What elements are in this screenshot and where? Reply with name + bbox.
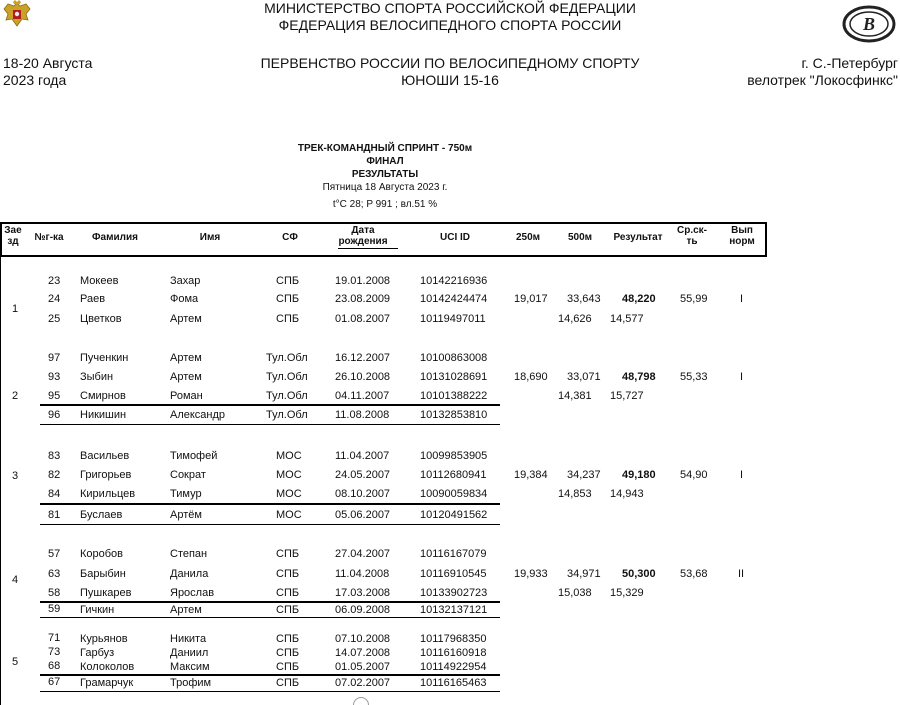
- rider-name: Сократ: [170, 469, 206, 481]
- rider-region: МОС: [276, 469, 302, 481]
- col-result: Результат: [613, 232, 663, 243]
- rider-region: Тул.Обл: [266, 371, 308, 383]
- col-speed: Ср.ск-ть: [676, 225, 707, 247]
- col-num: №г-ка: [34, 232, 64, 243]
- row-divider: [40, 503, 500, 505]
- rider-uci: 10119497011: [420, 313, 486, 325]
- time-500: 33,643: [567, 293, 601, 305]
- rider-name: Артем: [170, 371, 202, 383]
- rider-dob: 23.08.2009: [335, 293, 391, 305]
- rider-uci: 10100863008: [420, 352, 488, 364]
- event-title: [190, 55, 710, 89]
- rider-uci: 10132137121: [420, 604, 488, 616]
- date-line2: 2023 года: [3, 72, 67, 88]
- place-line2: велотрек "Локосфинкс": [747, 72, 898, 88]
- result-time: 48,798: [622, 371, 656, 383]
- heat-number: 1: [12, 303, 19, 315]
- row-divider: [40, 691, 500, 692]
- rider-dob: 06.09.2008: [335, 604, 391, 616]
- heat-number: 2: [12, 390, 19, 402]
- rider-surname: Курьянов: [80, 633, 128, 645]
- russian-emblem-icon: [2, 0, 32, 28]
- col-norm: Вып норм: [729, 225, 755, 247]
- rider-num: 24: [48, 293, 61, 305]
- rider-surname: Буслаев: [80, 509, 123, 521]
- rider-name: Тимофей: [170, 450, 218, 462]
- rider-num: 71: [48, 632, 61, 644]
- rider-num: 97: [48, 352, 61, 364]
- time-500: 33,071: [567, 371, 601, 383]
- row-divider: [40, 617, 500, 618]
- split-750: 15,329: [610, 587, 644, 599]
- result-time: 49,180: [622, 469, 656, 481]
- event-place: [747, 55, 898, 89]
- page-marker-icon: [353, 697, 369, 705]
- rider-region: Тул.Обл: [266, 390, 308, 402]
- rider-uci: 10099853905: [420, 450, 488, 462]
- result-time: 48,220: [622, 293, 656, 305]
- weather-line: t°C 28; P 991 ; вл.51 %: [332, 199, 438, 210]
- heat-number: 4: [12, 574, 19, 586]
- row-divider: [40, 674, 500, 676]
- rider-surname: Коробов: [80, 548, 124, 560]
- federation-logo: [840, 4, 898, 44]
- split-750: 14,943: [610, 488, 644, 500]
- rider-dob: 27.04.2007: [335, 548, 391, 560]
- rider-dob: 11.08.2008: [335, 409, 390, 421]
- col-uci: UCI ID: [440, 232, 470, 243]
- rider-dob: 26.10.2008: [335, 371, 391, 383]
- table-left-border: [0, 222, 1, 705]
- rider-name: Захар: [170, 275, 201, 287]
- results-title: РЕЗУЛЬТАТЫ: [351, 169, 419, 180]
- col-surname: Фамилия: [92, 232, 138, 243]
- rider-dob: 04.11.2007: [335, 390, 390, 402]
- rider-uci: 10116165463: [420, 677, 487, 689]
- rider-name: Ярослав: [170, 587, 215, 599]
- ministry-line1: МИНИСТЕРСТВО СПОРТА РОССИЙСКОЙ ФЕДЕРАЦИИ: [264, 0, 636, 16]
- rider-surname: Раев: [80, 293, 106, 305]
- rider-surname: Колоколов: [80, 661, 135, 673]
- avg-speed: 54,90: [680, 469, 708, 481]
- date-line1: 18-20 Августа: [3, 55, 93, 71]
- rider-uci: 10101388222: [420, 390, 488, 402]
- col-250: 250м: [515, 232, 541, 243]
- rider-surname: Васильев: [80, 450, 130, 462]
- rider-region: СПБ: [276, 604, 300, 616]
- rider-num: 82: [48, 469, 61, 481]
- rider-uci: 10112680941: [420, 469, 487, 481]
- ministry-line2: ФЕДЕРАЦИЯ ВЕЛОСИПЕДНОГО СПОРТА РОССИИ: [278, 17, 622, 33]
- results-subheader: [250, 142, 520, 211]
- rider-uci: 10117968350: [420, 633, 487, 645]
- rider-dob: 01.08.2007: [335, 313, 391, 325]
- col-name: Имя: [199, 232, 221, 243]
- rider-surname: Пушкарев: [80, 587, 132, 599]
- result-time: 50,300: [622, 568, 656, 580]
- rider-num: 63: [48, 568, 61, 580]
- rider-name: Данила: [170, 568, 209, 580]
- rider-num: 58: [48, 587, 61, 599]
- rider-uci: 10131028691: [420, 371, 488, 383]
- rider-name: Никита: [170, 633, 207, 645]
- col-dob: Дата рождения: [338, 225, 388, 247]
- avg-speed: 55,99: [680, 293, 708, 305]
- rider-region: СПБ: [276, 633, 300, 645]
- rider-num: 95: [48, 390, 61, 402]
- split-500: 14,381: [558, 390, 592, 402]
- time-250: 19,384: [514, 469, 548, 481]
- rider-dob: 19.01.2008: [335, 275, 391, 287]
- rider-surname: Никишин: [80, 409, 127, 421]
- ministry-title: [190, 0, 710, 34]
- rider-dob: 17.03.2008: [335, 587, 391, 599]
- row-divider: [40, 404, 500, 406]
- rider-name: Александр: [170, 409, 226, 421]
- discipline-title: ТРЕК-КОМАНДНЫЙ СПРИНТ - 750м: [297, 143, 473, 154]
- rider-uci: 10116167079: [420, 548, 487, 560]
- time-250: 18,690: [514, 371, 548, 383]
- rider-uci: 10114922954: [420, 661, 487, 673]
- rider-name: Тимур: [170, 488, 202, 500]
- col-heat: Зае зд: [4, 225, 22, 247]
- rider-num: 25: [48, 313, 61, 325]
- rider-surname: Зыбин: [80, 371, 114, 383]
- rider-surname: Пученкин: [80, 352, 129, 364]
- place-line1: г. С.-Петербург: [801, 55, 898, 71]
- split-500: 14,626: [558, 313, 592, 325]
- rider-name: Фома: [170, 293, 199, 305]
- rider-uci: 10120491562: [420, 509, 488, 521]
- time-500: 34,237: [567, 469, 601, 481]
- event-dates: [3, 55, 92, 89]
- rider-region: СПБ: [276, 293, 300, 305]
- rider-region: Тул.Обл: [266, 409, 308, 421]
- rider-num: 93: [48, 371, 61, 383]
- split-750: 15,727: [610, 390, 644, 402]
- norm-rank: I: [740, 469, 744, 481]
- avg-speed: 55,33: [680, 371, 708, 383]
- rider-region: СПБ: [276, 677, 300, 689]
- heat-number: 3: [12, 470, 19, 482]
- time-250: 19,933: [514, 568, 548, 580]
- rider-uci: 10133902723: [420, 587, 488, 599]
- norm-rank: I: [740, 293, 744, 305]
- dob-underline: [338, 248, 398, 249]
- row-divider: [40, 601, 500, 603]
- rider-num: 67: [48, 676, 61, 688]
- rider-surname: Барыбин: [80, 568, 126, 580]
- rider-dob: 11.04.2007: [335, 450, 390, 462]
- rider-dob: 07.02.2007: [335, 677, 391, 689]
- rider-region: СПБ: [276, 275, 300, 287]
- rider-region: СПБ: [276, 548, 300, 560]
- rider-region: СПБ: [276, 647, 300, 659]
- event-line2: ЮНОШИ 15-16: [401, 72, 499, 88]
- rider-surname: Смирнов: [80, 390, 126, 402]
- rider-name: Артем: [170, 313, 202, 325]
- rider-name: Максим: [170, 661, 210, 673]
- time-250: 19,017: [514, 293, 548, 305]
- col-500: 500м: [567, 232, 593, 243]
- rider-dob: 05.06.2007: [335, 509, 391, 521]
- rider-num: 81: [48, 509, 61, 521]
- rider-region: МОС: [276, 488, 302, 500]
- rider-region: МОС: [276, 509, 302, 521]
- rider-dob: 24.05.2007: [335, 469, 391, 481]
- rider-num: 84: [48, 488, 61, 500]
- rider-name: Артем: [170, 604, 202, 616]
- row-divider: [40, 524, 500, 525]
- rider-surname: Мокеев: [80, 275, 119, 287]
- rider-surname: Григорьев: [80, 469, 132, 481]
- time-500: 34,971: [567, 568, 601, 580]
- col-region: СФ: [282, 232, 298, 243]
- rider-surname: Кирильцев: [80, 488, 136, 500]
- rider-num: 96: [48, 409, 61, 421]
- rider-region: Тул.Обл: [266, 352, 308, 364]
- split-750: 14,577: [610, 313, 644, 325]
- rider-uci: 10142424474: [420, 293, 488, 305]
- rider-name: Даниил: [170, 647, 209, 659]
- rider-region: СПБ: [276, 568, 300, 580]
- rider-name: Степан: [170, 548, 208, 560]
- heat-number: 5: [12, 656, 19, 668]
- rider-region: СПБ: [276, 313, 300, 325]
- rider-num: 23: [48, 275, 61, 287]
- rider-surname: Гичкин: [80, 604, 115, 616]
- rider-dob: 08.10.2007: [335, 488, 391, 500]
- norm-rank: II: [738, 568, 745, 580]
- race-day: Пятница 18 Августа 2023 г.: [322, 182, 448, 193]
- rider-region: СПБ: [276, 661, 300, 673]
- split-500: 15,038: [558, 587, 592, 599]
- rider-uci: 10132853810: [420, 409, 488, 421]
- rider-surname: Гарбуз: [80, 647, 115, 659]
- rider-num: 73: [48, 646, 61, 658]
- rider-surname: Грамарчук: [80, 677, 134, 689]
- rider-uci: 10142216936: [420, 275, 488, 287]
- row-divider: [40, 424, 500, 425]
- rider-uci: 10090059834: [420, 488, 488, 500]
- rider-num: 83: [48, 450, 61, 462]
- rider-name: Трофим: [170, 677, 212, 689]
- rider-surname: Цветков: [80, 313, 122, 325]
- rider-region: СПБ: [276, 587, 300, 599]
- rider-region: МОС: [276, 450, 302, 462]
- rider-num: 57: [48, 548, 61, 560]
- rider-num: 59: [48, 603, 61, 615]
- rider-dob: 14.07.2008: [335, 647, 391, 659]
- rider-name: Роман: [170, 390, 203, 402]
- rider-dob: 07.10.2008: [335, 633, 391, 645]
- rider-name: Артем: [170, 352, 202, 364]
- event-line1: ПЕРВЕНСТВО РОССИИ ПО ВЕЛОСИПЕДНОМУ СПОРТУ: [260, 55, 640, 71]
- split-500: 14,853: [558, 488, 592, 500]
- rider-uci: 10116160918: [420, 647, 487, 659]
- rider-dob: 01.05.2007: [335, 661, 391, 673]
- stage-title: ФИНАЛ: [366, 156, 404, 167]
- rider-uci: 10116910545: [420, 568, 487, 580]
- avg-speed: 53,68: [680, 568, 708, 580]
- norm-rank: I: [740, 371, 744, 383]
- rider-dob: 16.12.2007: [335, 352, 391, 364]
- rider-dob: 11.04.2008: [335, 568, 390, 580]
- rider-num: 68: [48, 660, 61, 672]
- rider-name: Артём: [170, 509, 202, 521]
- logo-letter: В: [862, 14, 876, 34]
